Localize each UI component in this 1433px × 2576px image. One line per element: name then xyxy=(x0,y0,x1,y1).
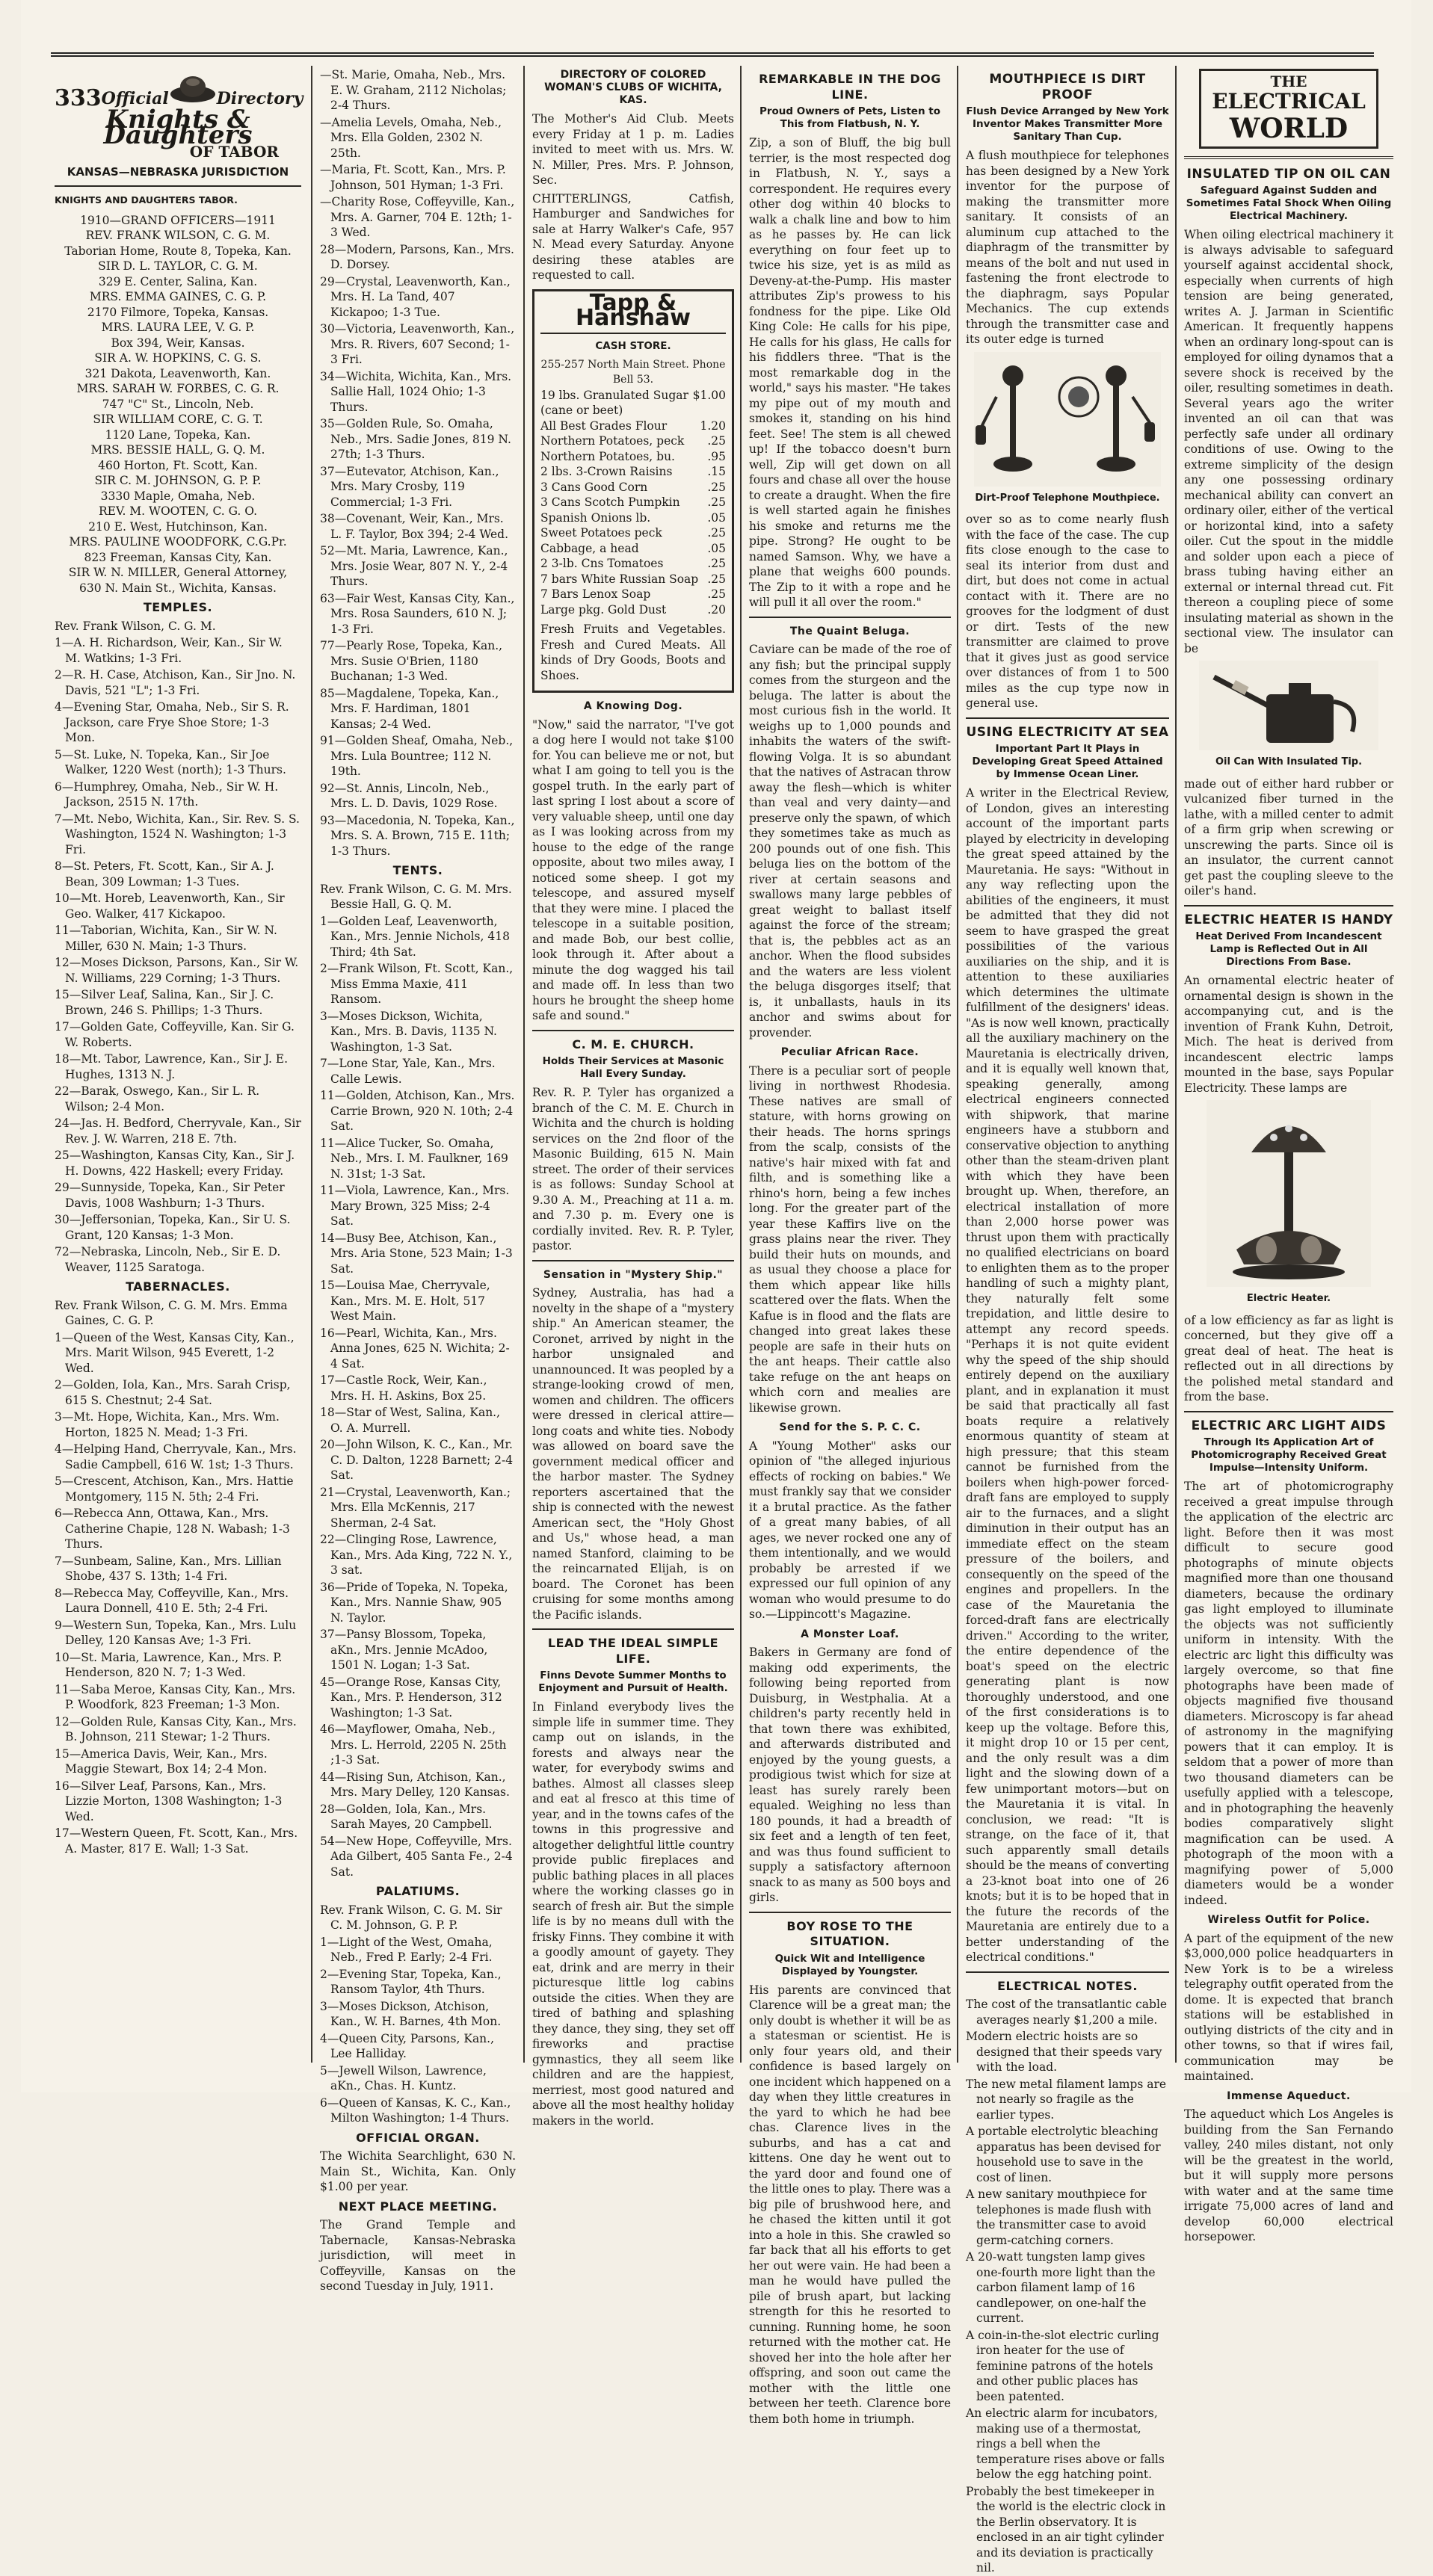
list-item: 2—R. H. Case, Atchison, Kan., Sir Jno. N. Davis, 521 "L"; 1-3 Fri. xyxy=(55,668,296,697)
list-item: 5—Crescent, Atchison, Kan., Mrs. Hattie Montgomery, 115 N. 5th; 2-4 Fri. xyxy=(55,1474,294,1504)
price-item: Spanish Onions lb. xyxy=(540,510,651,525)
top-rule xyxy=(51,52,1374,57)
list-item: An electric alarm for incubators, making use of a thermostat, rings a bell when the temperature rises above or falls below the egg hatching point. xyxy=(966,2406,1165,2481)
electric-heater-text: An ornamental electric heater of ornamental design is shown in the accompanying cut, and is the invention of Frank Kuhn, Detroit, Mich. The heat is derived from incandescent electric lamps mounted in the base, says Popular Electricity. These lamps are xyxy=(1184,974,1393,1095)
price-value: .25 xyxy=(707,495,726,509)
list-item: 1—Golden Leaf, Leavenworth, Kan., Mrs. Jennie Nichols, 418 Third; 4th Sat. xyxy=(320,914,510,959)
simple-life-text: In Finland everybody lives the simple life in summer time. They camp out on islands, in the forests and always near the water, for everybody swims and bathes. Almost all classes sleep and eat al fresco at this time of year, and in the towns cafes of the towns in this progressive and altogether delightful little country provide public fireplaces and public bathing places in all places where the working classes go in search of fresh air. But the simple life is by no means dull with the frisky Finns. They combine it with a goodly amount of gayety. They eat, drink and are merry in their picturesque little log cabins outside the cities. When they are tired of bathing and splashing they dance, they sing, they set off fireworks and practise gymnastics, they all seem like children and are the happiest, merriest, most good natured and above all the most healthy holiday makers in the world. xyxy=(532,1700,734,2128)
price-item: Northern Potatoes, peck xyxy=(540,434,685,448)
list-item: Probably the best timekeeper in the world is the electric clock in the Berlin observatory. It is enclosed in an air tight cylinder and its deviation is practically nil. xyxy=(966,2484,1166,2575)
insulated-tip-subhead: Safeguard Against Sudden and Sometimes Fatal Shock When Oiling Electrical Machinery. xyxy=(1186,185,1392,222)
boy-rose-heading: BOY ROSE TO THE SITUATION. xyxy=(786,1918,913,1948)
official-organ-heading: OFFICIAL ORGAN. xyxy=(356,2130,480,2145)
price-row xyxy=(540,525,726,541)
price-item: Sweet Potatoes peck xyxy=(540,526,662,540)
list-item: 12—Golden Rule, Kansas City, Kan., Mrs. B. Johnson, 211 Stewar; 1-2 Thurs. xyxy=(55,1714,297,1743)
oil-can-illustration xyxy=(1199,661,1378,750)
list-item: 77—Pearly Rose, Topeka, Kan., Mrs. Susie O'Brien, 1180 Buchanan; 1-3 Wed. xyxy=(320,639,503,683)
list-item: 44—Rising Sun, Atchison, Kan., Mrs. Mary Delley, 120 Kansas. xyxy=(320,1770,510,1799)
column-rule xyxy=(1175,66,1177,2063)
simple-life-subhead: Finns Devote Summer Months to Enjoyment and Pursuit of Health. xyxy=(538,1670,728,1694)
column-electrical-2 xyxy=(1184,67,1393,2243)
knowing-dog-text: "Now," said the narrator, "I've got a dog here I would not take $100 for. You can believe me or not, but what I am going to tell you is the gospel truth. In the early part of last spring I lost about a score of very valuable sheep, until one day as I was looking across from my house to the edge of the range opposite, about two miles away, I noticed some sheep. I got my telescope, and assured myself that they were mine. I placed the telescope in a suitable position, and made Bob, our best collie, look through it. After about a minute the dog wagged his tail and made off. In less than two hours he brought the sheep home safe and sound." xyxy=(532,717,734,1022)
price-item: 3 Cans Scotch Pumpkin xyxy=(540,495,680,509)
list-item: 28—Golden, Iola, Kan., Mrs. Sarah Mayes, 20 Campbell. xyxy=(320,1802,493,1831)
list-item: 8—Rebecca May, Coffeyville, Kan., Mrs. Laura Donnell, 410 E. 5th; 2-4 Fri. xyxy=(55,1586,289,1615)
list-item: SIR A. W. HOPKINS, C. G. S. xyxy=(94,351,262,365)
price-item: 3 Cans Good Corn xyxy=(540,480,648,494)
list-item: A portable electrolytic bleaching apparatus has been devised for household use to save in the cost of linen. xyxy=(966,2125,1161,2184)
tapp-hanshaw-advertisement xyxy=(532,289,734,694)
price-row xyxy=(540,556,726,572)
list-item: 35—Golden Rule, So. Omaha, Neb., Mrs. Sadie Jones, 819 N. 27th; 1-3 Thurs. xyxy=(320,417,511,461)
list-item: 210 E. West, Hutchinson, Kan. xyxy=(88,519,268,534)
list-item: 6—Rebecca Ann, Ottawa, Kan., Mrs. Catherine Chapie, 128 N. Wabash; 1-3 Thurs. xyxy=(55,1507,290,1551)
price-value: .25 xyxy=(707,572,726,586)
list-item: 1—A. H. Richardson, Weir, Kan., Sir W. M. Watkins; 1-3 Fri. xyxy=(55,636,283,665)
price-row xyxy=(540,449,726,465)
wireless-heading: Wireless Outfit for Police. xyxy=(1207,1914,1370,1926)
knowing-dog-heading: A Knowing Dog. xyxy=(583,700,683,712)
list-item: 7—Sunbeam, Saline, Kan., Mrs. Lillian Shobe, 437 S. 13th; 1-4 Fri. xyxy=(55,1554,282,1583)
divider xyxy=(1184,905,1393,906)
divider xyxy=(540,333,726,334)
list-item: 17—Castle Rock, Weir, Kan., Mrs. H. H. Askins, Box 25. xyxy=(320,1374,487,1403)
list-item: 3—Mt. Hope, Wichita, Kan., Mrs. Wm. Horton, 1825 N. Mead; 1-3 Fri. xyxy=(55,1410,280,1439)
tabernacles-continued-list xyxy=(320,67,516,859)
divider xyxy=(966,1971,1169,1973)
price-row xyxy=(540,480,726,495)
list-item: 1910—GRAND OFFICERS—1911 xyxy=(80,213,276,227)
divider xyxy=(1184,156,1393,159)
list-item: 21—Crystal, Leavenworth, Kan.; Mrs. Ella McKennis, 217 Sherman, 2-4 Sat. xyxy=(320,1485,511,1530)
price-value: 1.20 xyxy=(700,418,726,433)
list-item: —Maria, Ft. Scott, Kan., Mrs. P. Johnson, 501 Hyman; 1-3 Fri. xyxy=(320,163,506,192)
directory-title-row xyxy=(55,72,303,111)
list-item: 24—Jas. H. Bedford, Cherryvale, Kan., Sir Rev. J. W. Warren, 218 E. 7th. xyxy=(55,1116,301,1146)
list-item: The new metal filament lamps are not nearly so fragile as the earlier types. xyxy=(966,2077,1167,2122)
list-item: 5—St. Luke, N. Topeka, Kan., Sir Joe Walker, 1220 West (north); 1-3 Thurs. xyxy=(55,747,286,776)
list-item: 29—Sunnyside, Topeka, Kan., Sir Peter Davis, 1008 Washburn; 1-3 Thurs. xyxy=(55,1181,285,1210)
title-directory: Directory xyxy=(216,88,303,108)
price-value: .25 xyxy=(707,557,726,570)
tents-list xyxy=(320,882,516,1880)
list-item: SIR W. N. MILLER, General Attorney, xyxy=(68,566,288,579)
list-item: 2—Golden, Iola, Kan., Mrs. Sarah Crisp, 615 S. Chestnut; 2-4 Sat. xyxy=(55,1378,291,1407)
list-item: 18—Star of West, Salina, Kan., O. A. Murrell. xyxy=(320,1406,501,1435)
beluga-text: Caviare can be made of the roe of any fish; but the principal supply comes from the sturgeon and the beluga. The latter is about the most curious fish in the world. It weighs up to 1,000 pounds and inhabits the waters of the swift-flowing Volga. It is so abundant that the natives of Astracan throw away the flesh—which is whiter than veal and very dainty—and preserve only the spawn, of which they sometimes take as much as 200 pounds out of one fish. This beluga lies on the bottom of the river at certain seasons and swallows many large pebbles of great weight to ballast itself against the force of the stream; that is, the pebbles act as an anchor. When the flood subsides and the waters are less violent the beluga disgorges itself; that is, it unballasts, hauls in its anchor and swims about for provender. xyxy=(749,643,951,1040)
list-item: 17—Western Queen, Ft. Scott, Kan., Mrs. A. Master, 817 E. Wall; 1-3 Sat. xyxy=(55,1826,298,1856)
price-row xyxy=(540,418,726,434)
list-item: 72—Nebraska, Lincoln, Neb., Sir E. D. Weaver, 1125 Saratoga. xyxy=(55,1245,281,1274)
telephone-caption: Dirt-Proof Telephone Mouthpiece. xyxy=(975,492,1160,504)
heater-caption: Electric Heater. xyxy=(1246,1293,1331,1304)
masthead-world: WORLD xyxy=(1229,112,1349,144)
title-knights-daughters: Knights & Daughters xyxy=(103,105,253,150)
list-item: 10—St. Maria, Lawrence, Kan., Mrs. P. Henderson, 820 N. 7; 1-3 Wed. xyxy=(55,1650,283,1679)
beluga-heading: The Quaint Beluga. xyxy=(789,625,910,637)
list-item: 11—Viola, Lawrence, Kan., Mrs. Mary Brown, 325 Miss; 2-4 Sat. xyxy=(320,1184,510,1228)
spcc-heading: Send for the S. P. C. C. xyxy=(779,1421,921,1433)
aqueduct-heading: Immense Aqueduct. xyxy=(1227,2089,1351,2102)
price-row xyxy=(540,495,726,510)
list-item: The cost of the transatlantic cable averages nearly $1,200 a mile. xyxy=(966,1998,1168,2027)
divider xyxy=(749,617,951,618)
divider xyxy=(1184,1411,1393,1412)
list-item: 4—Evening Star, Omaha, Neb., Sir S. R. Jackson, care Frye Shoe Store; 1-3 Mon. xyxy=(55,700,289,744)
list-item: 3330 Maple, Omaha, Neb. xyxy=(100,489,256,503)
list-item: A new sanitary mouthpiece for telephones is made flush with the transmitter case to avoid germ-catching corners. xyxy=(966,2187,1152,2247)
list-item: 16—Pearl, Wichita, Kan., Mrs. Anna Jones, 625 N. Wichita; 2-4 Sat. xyxy=(320,1326,510,1371)
mouthpiece-subhead: Flush Device Arranged by New York Inventor Makes Transmitter More Sanitary Than Cup. xyxy=(966,105,1169,143)
list-item: 7—Mt. Nebo, Wichita, Kan., Sir. Rev. S. S. Washington, 1524 N. Washington; 1-3 Fri. xyxy=(55,812,300,856)
list-item: 52—Mt. Maria, Lawrence, Kan., Mrs. Josie Wear, 807 N. Y., 2-4 Thurs. xyxy=(320,544,508,588)
next-meeting-text: The Grand Temple and Tabernacle, Kansas-Nebraska jurisdiction, will meet in Coffeyville, Kansas on the second Tuesday in July, 1911. xyxy=(320,2218,516,2293)
list-item: 1—Queen of the West, Kansas City, Kan., Mrs. Marit Wilson, 945 Everett, 1-2 Wed. xyxy=(55,1330,295,1375)
divider xyxy=(749,1912,951,1913)
price-value: .25 xyxy=(707,526,726,540)
electricity-at-sea-text: A writer in the Electrical Review, of London, gives an interesting account of the important parts played by electricity in developing the great speed attained by the Mauretania. He says: "Without in any way reflecting upon the abilities of the engineers, it must be admitted that they did not seem to have grasped the great possibilities of the various auxiliaries on the ship, and it is attention to these auxiliaries which determines the ultimate fulfillment of the designers' ideas. "As is now well known, practically all the auxiliary machinery on the Mauretania is electrically driven, and it is equally well known that, speaking generally, among electrical engineers connected with shipwork, that marine engineers have a stubborn and conservative objection to anything other than the steam-driven plant with which they have been brought up. When, therefore, an electrical installation of more than 2,000 horse power was thrust upon them with practically no qualified electricians on board to enlighten them as to the proper handling of such a mighty plant, they naturally felt some trepidation, and little desire to attempt any record speeds. "Perhaps it is not quite evident why the speed of the ship should entirely depend on the auxiliary plant, and in explanation it must be said that practically all fast boats require a relatively enormous quantity of steam at high pressure; that this steam cannot be furnished from the boilers when high-power forced-draft fans are employed to supply air to the furnaces, and a slight diminution in their output has an immediate effect on the steam pressure of the boilers, and consequently on the speed of the engines and propellers. In the case of the Mauretania the forced-draft fans are electrically driven." According to the writer, the entire dependence of the boat's speed on the electric generating plant is now thoroughly understood, and one of the first considerations is to keep up the voltage. Before this, it might drop 10 or 15 per cent, and the only result was a dim light and the slowing down of a few unimportant motors—but on the Mauretania it is vital. In conclusion, we read: "It is strange, on the face of it, that such apparently small details should be the means of converting a 23-knot boat into one of 26 knots; but it is to be hoped that in the future the records of the Mauretania are entirely due to a better understanding of the electrical conditions." xyxy=(966,786,1169,1964)
list-item: 9—Western Sun, Topeka, Kan., Mrs. Lulu Delley, 120 Kansas Ave; 1-3 Fri. xyxy=(55,1618,297,1647)
divider xyxy=(966,717,1169,719)
telephone-illustration xyxy=(974,352,1161,487)
list-item: 6—Queen of Kansas, K. C., Kan., Milton Washington; 1-4 Thurs. xyxy=(320,2095,511,2125)
price-item: 2 lbs. 3-Crown Raisins xyxy=(540,465,673,478)
list-item: 20—John Wilson, K. C., Kan., Mr. C. D. Dalton, 1228 Barnett; 2-4 Sat. xyxy=(320,1438,514,1482)
cme-church-text: Rev. R. P. Tyler has organized a branch of the C. M. E. Church in Wichita and the church is holding services on the 2nd floor of the Masonic Building, 615 N. Main street. The order of their services is as follows: Sunday School at 9.30 A. M., Preaching at 11 a. m. and 7.30 p. m. Every one is cordially invited. Rev. R. P. Tyler, pastor. xyxy=(532,1086,734,1253)
list-item: 34—Wichita, Wichita, Kan., Mrs. Sallie Hall, 1024 Ohio; 1-3 Thurs. xyxy=(320,369,512,414)
list-item: 85—Magdalene, Topeka, Kan., Mrs. F. Hardiman, 1801 Kansas; 2-4 Wed. xyxy=(320,686,499,731)
list-item: 2—Evening Star, Topeka, Kan., Ransom Taylor, 4th Thurs. xyxy=(320,1967,502,1996)
column-clubs-and-ads xyxy=(532,67,734,2128)
list-item: 15—America Davis, Weir, Kan., Mrs. Maggie Stewart, Box 14; 2-4 Mon. xyxy=(55,1746,268,1776)
list-item: 747 "C" St., Lincoln, Neb. xyxy=(102,397,254,411)
aqueduct-text: The aqueduct which Los Angeles is building from the San Fernando valley, 240 miles distant, not only will be the greatest in the world, but it will supply more persons with water and at the same time irrigate 75,000 acres of land and develop 60,000 electrical horsepower. xyxy=(1184,2107,1393,2243)
list-item: 28—Modern, Parsons, Kan., Mrs. D. Dorsey. xyxy=(320,242,514,271)
price-row xyxy=(540,587,726,602)
cme-church-heading: C. M. E. CHURCH. xyxy=(572,1037,694,1051)
list-item: Rev. Frank Wilson, C. G. M. xyxy=(55,619,216,633)
list-item: 46—Mayflower, Omaha, Neb., Mrs. L. Herrold, 2205 N. 25th ;1-3 Sat. xyxy=(320,1723,507,1767)
electric-heater-text-cont: of a low efficiency as far as light is concerned, but they give off a great deal of heat. The heat is reflected out in all directions by the polished metal standard and from the base. xyxy=(1184,1313,1393,1403)
jurisdiction-line: KANSAS—NEBRASKA JURISDICTION xyxy=(67,164,289,179)
list-item: 7—Lone Star, Yale, Kan., Mrs. Calle Lewis. xyxy=(320,1057,496,1086)
list-item: 4—Queen City, Parsons, Kan., Lee Halliday. xyxy=(320,2031,495,2060)
list-item: Rev. Frank Wilson, C. G. M. Mrs. Emma Gaines, C. G. P. xyxy=(55,1298,288,1327)
masthead-the: THE xyxy=(1270,72,1307,90)
list-item: SIR C. M. JOHNSON, G. P. P. xyxy=(94,474,262,487)
list-item: 3—Moses Dickson, Atchison, Kan., W. H. Barnes, 4th Mon. xyxy=(320,1999,502,2028)
palatiums-list xyxy=(320,1903,516,2126)
price-item: Large pkg. Gold Dust xyxy=(540,602,667,617)
insulated-tip-text-cont: made out of either hard rubber or vulcanized fiber turned in the lathe, with a milled center to admit of a firm grip when screwing or unscrewing the parts. Since oil is an insulator, the current cannot get past the coupling sleeve to the oiler's hand. xyxy=(1184,776,1393,898)
price-item: 19 lbs. Granulated Sugar (cane or beet) xyxy=(540,388,688,417)
list-item: 11—Saba Meroe, Kansas City, Kan., Mrs. P. Woodfork, 823 Freeman; 1-3 Mon. xyxy=(55,1682,296,1711)
list-item: 14—Busy Bee, Atchison, Kan., Mrs. Aria Stone, 523 Main; 1-3 Sat. xyxy=(320,1231,513,1276)
price-item: Northern Potatoes, bu. xyxy=(540,449,675,463)
list-item: 11—Golden, Atchison, Kan., Mrs. Carrie Brown, 920 N. 10th; 2-4 Sat. xyxy=(320,1089,515,1133)
list-item: 6—Humphrey, Omaha, Neb., Sir W. H. Jackson, 2515 N. 17th. xyxy=(55,779,279,809)
column-rule xyxy=(957,66,958,2063)
list-item: 16—Silver Leaf, Parsons, Kan., Mrs. Lizzie Morton, 1308 Washington; 1-3 Wed. xyxy=(55,1779,283,1823)
list-item: A 20-watt tungsten lamp gives one-fourth more light than the carbon filament lamp of 16 candlepower, on one-half the current. xyxy=(966,2250,1156,2325)
list-item: 1—Light of the West, Omaha, Neb., Fred P. Early; 2-4 Fri. xyxy=(320,1935,493,1964)
boy-rose-subhead: Quick Wit and Intelligence Displayed by Youngster. xyxy=(774,1952,925,1977)
list-item: MRS. EMMA GAINES, C. G. P. xyxy=(89,290,267,303)
price-item: 7 Bars Lenox Soap xyxy=(540,587,651,601)
mystery-ship-text: Sydney, Australia, has had a novelty in the shape of a "mystery ship." An American steamer, the Coronet, arrived by night in the harbor unsignaled and unannounced. It was peopled by a strange-looking crowd of men, women and children. The officers were dressed in clerical attire—long coats and white ties. Nobody was allowed on board save the government medical officer and the harbor master. The Sydney reporters ascertained that the ship is connected with the newest American sect, the "Holy Ghost and Us," whose head, a man named Stanford, claiming to be the reincarnated Elijah, is on board. The Coronet has been cruising for some months among the Pacific islands. xyxy=(532,1286,734,1622)
list-item: 321 Dakota, Leavenworth, Kan. xyxy=(84,366,271,380)
list-item: MRS. PAULINE WOODFORK, C.G.Pr. xyxy=(69,535,287,549)
spcc-text: A "Young Mother" asks our opinion of "the alleged injurious effects of rocking on babies." We must frankly say that we consider it a brutal practice. As the father of a great many babies, of all ages, we never rocked one any of them intentionally, and we would probably be arrested if we expressed our full opinion of any woman who would presume to do so.—Lippincott's Magazine. xyxy=(749,1439,951,1621)
list-item: 30—Jeffersonian, Topeka, Kan., Sir U. S. Grant, 120 Kansas; 1-3 Mon. xyxy=(55,1213,291,1242)
price-item: 2 3-lb. Cns Tomatoes xyxy=(540,557,664,570)
price-value: .20 xyxy=(707,602,726,617)
list-item: 5—Jewell Wilson, Lawrence, aKn., Chas. H. Kuntz. xyxy=(320,2063,487,2092)
tents-heading: TENTS. xyxy=(392,863,443,877)
list-item: A coin-in-the-slot electric curling iron heater for the use of feminine patrons of the hotels and other public places has been patented. xyxy=(966,2328,1159,2403)
mouthpiece-text-cont: over so as to come nearly flush with the face of the case. The cup fits close enough to the case to seal its interior from dust and dirt, but does not come in actual contact with it. There are no grooves for the lodgment of dust or dirt. Tests of the new transmitter are claimed to prove that it gives just as good service over distances of from 1 to 500 miles as the cup type now in general use. xyxy=(966,513,1169,710)
grand-officers-list xyxy=(55,213,301,596)
electrical-notes-list xyxy=(966,1997,1169,2576)
list-item: —St. Marie, Omaha, Neb., Mrs. E. W. Graham, 2112 Nicholas; 2-4 Thurs. xyxy=(320,68,507,112)
arc-light-heading: ELECTRIC ARC LIGHT AIDS xyxy=(1191,1418,1387,1433)
list-item: 10—Mt. Horeb, Leavenworth, Kan., Sir Geo. Walker, 417 Kickapoo. xyxy=(55,892,285,921)
price-value: .25 xyxy=(707,587,726,601)
list-item: 11—Alice Tucker, So. Omaha, Neb., Mrs. I. M. Faulkner, 169 N. 31st; 1-3 Sat. xyxy=(320,1136,508,1181)
ad-subtitle: CASH STORE. xyxy=(595,339,671,352)
title-official: Official xyxy=(101,88,169,108)
insulated-tip-text: When oiling electrical machinery it is always advisable to safeguard yourself against accidental shock, especially when currents of high tension are being generated, writes A. J. Jarman in Scientific American. It frequently happens when an ordinary long-spout can is employed for oiling dynamos that a severe shock is received by the oiler, resulting sometimes in death. Several years ago the writer invented an oil can that was perfectly safe under all ordinary conditions of use. Owing to the extreme simplicity of the design any one possessing ordinary mechanical ability can convert an ordinary oiler, either of the vertical or horizontal kind, into a safety oiler. Cut the spout in the middle and solder upon each a piece of brass tubing having either an external or internal thread cut. Fit thereon a coupling piece of some insulating material as shown in the sectional view. The insulator can be xyxy=(1184,228,1393,655)
electricity-at-sea-subhead: Important Part It Plays in Developing Great Speed Attained by Immense Ocean Liner. xyxy=(972,743,1163,780)
dog-line-subhead: Proud Owners of Pets, Listen to This from Flatbush, N. Y. xyxy=(759,105,941,130)
price-value: $1.00 xyxy=(692,388,726,402)
ad-title: Tapp & Hanshaw xyxy=(576,289,691,331)
list-item: SIR D. L. TAYLOR, C. G. M. xyxy=(98,259,258,273)
oil-can-icon xyxy=(1199,661,1378,750)
masthead-electrical: ELECTRICAL xyxy=(1212,88,1366,114)
palatiums-heading: PALATIUMS. xyxy=(375,1884,460,1898)
list-item: Rev. Frank Wilson, C. G. M. Mrs. Bessie Hall, G. Q. M. xyxy=(320,882,512,911)
list-item: 37—Pansy Blossom, Topeka, aKn., Mrs. Jennie McAdoo, 1501 N. Logan; 1-3 Sat. xyxy=(320,1628,488,1672)
list-item: 2—Frank Wilson, Ft. Scott, Kan., Miss Emma Maxie, 411 Ransom. xyxy=(320,962,514,1006)
price-list xyxy=(540,388,726,618)
electrical-world-masthead xyxy=(1199,69,1378,149)
electric-heater-heading: ELECTRIC HEATER IS HANDY xyxy=(1184,912,1393,927)
price-value: .05 xyxy=(707,510,726,525)
dog-line-heading: REMARKABLE IN THE DOG LINE. xyxy=(759,72,941,102)
insulated-tip-heading: INSULATED TIP ON OIL CAN xyxy=(1186,166,1391,182)
wireless-text: A part of the equipment of the new $3,000,000 police headquarters in New York is to be a wireless telegraphy outfit operated from the dome. It is expected that branch stations will be established in outlying districts of the city and in other towns, so that if wires fail, communication may be maintained. xyxy=(1184,1931,1393,2083)
column-directory xyxy=(55,67,301,2085)
list-item: REV. FRANK WILSON, C. G. M. xyxy=(85,229,271,242)
price-row xyxy=(540,541,726,557)
heater-illustration xyxy=(1207,1100,1371,1287)
price-item: 7 bars White Russian Soap xyxy=(540,572,699,586)
column-directory-continued xyxy=(320,67,516,2293)
title-of-tabor: OF TABOR xyxy=(189,143,279,161)
divider xyxy=(532,1030,734,1031)
african-race-heading: Peculiar African Race. xyxy=(780,1046,919,1058)
electric-heater-subhead: Heat Derived From Incandescent Lamp is Reflected Out in All Directions From Base. xyxy=(1195,930,1382,968)
list-item: 17—Golden Gate, Coffeyville, Kan. Sir G. W. Roberts. xyxy=(55,1020,295,1049)
column-curiosities xyxy=(749,67,951,2426)
african-race-text: There is a peculiar sort of people living in northwest Rhodesia. These natives are small of stature, with horns growing on their heads. The horns springs from the scalp, consists of the native's hair mixed with fat and filth, and is something like a rhino's horn, being a few inches long. For the greater part of the year these Kaffirs live on the grass plains near the river. They build their huts on mounds, and as usual they choose a place for them which appear like hills scattered over the flats. When the Kafue is in flood and the flats are changed into great lakes these people are safe in their huts on the ant heaps. Their cattle also take refuge on the ant heaps on which corn and mealies are likewise grown. xyxy=(749,1063,951,1415)
mouthpiece-heading: MOUTHPIECE IS DIRT PROOF xyxy=(989,72,1146,102)
list-item: 15—Silver Leaf, Salina, Kan., Sir J. C. Brown, 246 S. Phillips; 1-3 Thurs. xyxy=(55,988,274,1017)
list-item: Modern electric hoists are so designed that their speeds vary with the load. xyxy=(966,2030,1162,2074)
list-item: 2170 Filmore, Topeka, Kansas. xyxy=(87,305,269,319)
price-row xyxy=(540,602,726,618)
boy-rose-text: His parents are convinced that Clarence will be a great man; the only doubt is whether it will be as a statesman or scientist. He is only four years old, and their confidence is based largely on one incident which happened on a day when they little creatures in the yard to which he had bee chas. Clarence lives in the suburbs, and has a cat and kittens. One day he went out to the yard door and found one of the little ones to play. There was a big pile of brushwood here, and he chased the kitten until it got into a hole in this. She crawled so far back that all his efforts to get her out were vain. He had been a man he would have pulled the pile of brush apart, but lacking strength for this he resorted to cunning. Running home, he soon returned with the mother cat. He shoved her into the hole after her offspring, and soon out came the mother with the little one between her teeth. Clarence bore them both home in triumph. xyxy=(749,1983,951,2426)
monster-loaf-heading: A Monster Loaf. xyxy=(801,1628,899,1640)
list-item: Taborian Home, Route 8, Topeka, Kan. xyxy=(64,244,292,258)
ad-address: 255-257 North Main Street. Phone Bell 53. xyxy=(540,358,726,386)
list-item: MRS. LAURA LEE, V. G. P. xyxy=(101,321,255,334)
list-item: 12—Moses Dickson, Parsons, Kan., Sir W. N. Williams, 229 Corning; 1-3 Thurs. xyxy=(55,956,299,985)
list-item: 460 Horton, Ft. Scott, Kan. xyxy=(98,458,258,472)
hat-emblem-icon xyxy=(169,72,217,106)
list-item: 29—Crystal, Leavenworth, Kan., Mrs. H. La Tand, 407 Kickapoo; 1-3 Tue. xyxy=(320,274,511,319)
club-text: The Mother's Aid Club. Meets every Friday at 1 p. m. Ladies invited to meet with us. Mrs. W. N. Miller, Pres. Mrs. P. Johnson, Sec. xyxy=(532,112,734,187)
price-row xyxy=(540,464,726,480)
list-item: MRS. BESSIE HALL, G. Q. M. xyxy=(90,443,265,457)
list-item: 45—Orange Rose, Kansas City, Kan., Mrs. P. Henderson, 312 Washington; 1-3 Sat. xyxy=(320,1675,502,1720)
price-value: .25 xyxy=(707,480,726,494)
arc-light-subhead: Through Its Application Art of Photomicrography Received Great Impulse—Intensity Uniform. xyxy=(1191,1436,1387,1474)
mouthpiece-text: A flush mouthpiece for telephones has been designed by a New York inventor for the purpose of making the transmitter more sanitary. It consists of an aluminum cup attached to the diaphragm of the transmitter by means of the bolt and nut used in fastening the front electrode to the diaphragm, says Popular Mechanics. The cup extends through the transmitter case and its outer edge is turned xyxy=(966,149,1169,346)
list-item: REV. M. WOOTEN, C. G. O. xyxy=(98,504,258,518)
newspaper-page xyxy=(21,0,1411,2575)
official-organ-text: The Wichita Searchlight, 630 N. Main St., Wichita, Kan. Only $1.00 per year. xyxy=(320,2149,516,2193)
tabernacles-heading: TABERNACLES. xyxy=(126,1279,230,1294)
list-item: 8—St. Peters, Ft. Scott, Kan., Sir A. J. Bean, 309 Lowman; 1-3 Tues. xyxy=(55,859,274,889)
simple-life-heading: LEAD THE IDEAL SIMPLE LIFE. xyxy=(547,1636,719,1666)
price-row xyxy=(540,572,726,587)
cme-church-subhead: Holds Their Services at Masonic Hall Every Sunday. xyxy=(542,1055,724,1080)
list-item: Rev. Frank Wilson, C. G. M. Sir C. M. Johnson, G. P. P. xyxy=(320,1903,502,1932)
list-item: 25—Washington, Kansas City, Kan., Sir J. H. Downs, 422 Haskell; every Friday. xyxy=(55,1149,295,1178)
list-item: 30—Victoria, Leavenworth, Kan., Mrs. R. Rivers, 607 Second; 1-3 Fri. xyxy=(320,322,515,366)
page-number: 333 xyxy=(55,84,102,111)
electric-heater-icon xyxy=(1207,1100,1371,1287)
list-item: 18—Mt. Tabor, Lawrence, Kan., Sir J. E. Hughes, 1313 N. J. xyxy=(55,1052,289,1081)
list-item: SIR WILLIAM CORE, C. G. T. xyxy=(93,413,263,426)
list-item: MRS. SARAH W. FORBES, C. G. R. xyxy=(76,382,280,395)
divider xyxy=(532,1260,734,1261)
price-item: All Best Grades Flour xyxy=(540,418,668,433)
list-item: 4—Helping Hand, Cherryvale, Kan., Mrs. Sadie Campbell, 616 W. 1st; 1-3 Thurs. xyxy=(55,1442,297,1471)
chitterlings-ad: CHITTERLINGS, Catfish, Hamburger and Sandwiches for sale at Harry Walker's Cafe, 957 N. Mead every Saturday. Anyone desiring these atables are requested to call. xyxy=(532,191,734,282)
list-item: 11—Taborian, Wichita, Kan., Sir W. N. Miller, 630 N. Main; 1-3 Thurs. xyxy=(55,924,277,953)
directory-clubs-heading: DIRECTORY OF COLORED WOMAN'S CLUBS OF WICHITA, KAS. xyxy=(544,69,722,106)
temples-list xyxy=(55,619,301,1276)
list-item: 823 Freeman, Kansas City, Kan. xyxy=(84,550,272,564)
kd-label: KNIGHTS AND DAUGHTERS TABOR. xyxy=(55,194,238,206)
list-item: 93—Macedonia, N. Topeka, Kan., Mrs. S. A. Brown, 715 E. 11th; 1-3 Thurs. xyxy=(320,813,515,858)
price-value: .25 xyxy=(707,434,726,448)
list-item: 3—Moses Dickson, Wichita, Kan., Mrs. B. Davis, 1135 N. Washington, 1-3 Sat. xyxy=(320,1009,497,1054)
list-item: 37—Eutevator, Atchison, Kan., Mrs. Mary Crosby, 119 Commercial; 1-3 Fri. xyxy=(320,464,499,509)
divider xyxy=(532,1628,734,1630)
temples-heading: TEMPLES. xyxy=(143,600,213,614)
list-item: —Charity Rose, Coffeyville, Kan., Mrs. A. Garner, 704 E. 12th; 1-3 Wed. xyxy=(320,195,515,239)
price-row xyxy=(540,433,726,449)
list-item: 22—Clinging Rose, Lawrence, Kan., Mrs. Ada King, 722 N. Y., 3 sat. xyxy=(320,1533,513,1577)
list-item: 630 N. Main St., Wichita, Kansas. xyxy=(79,581,277,595)
list-item: 329 E. Center, Salina, Kan. xyxy=(98,274,258,288)
monster-loaf-text: Bakers in Germany are fond of making odd experiments, the following being reported from Duisburg, in Westphalia. At a children's party recently held in that town there was exhibited, and afterwards distributed and enjoyed by the young guests, a prodigious twist which for size at least has surely rarely been equaled. Weighing no less than 180 pounds, it had a breadth of six feet and a length of ten feet, and was thus found sufficient to supply a satisfactory afternoon snack to as many as 500 boys and girls. xyxy=(749,1646,951,1904)
list-item: 63—Fair West, Kansas City, Kan., Mrs. Rosa Saunders, 610 N. J; 1-3 Fri. xyxy=(320,591,515,636)
list-item: —Amelia Levels, Omaha, Neb., Mrs. Ella Golden, 2302 N. 25th. xyxy=(320,115,502,160)
next-meeting-heading: NEXT PLACE MEETING. xyxy=(338,2199,498,2214)
electricity-at-sea-heading: USING ELECTRICITY AT SEA xyxy=(966,724,1169,740)
column-rule xyxy=(740,66,742,2063)
list-item: 36—Pride of Topeka, N. Topeka, Kan., Mrs. Nannie Shaw, 905 N. Taylor. xyxy=(320,1580,508,1625)
list-item: 38—Covenant, Weir, Kan., Mrs. L. F. Taylor, Box 394; 2-4 Wed. xyxy=(320,512,509,541)
column-rule xyxy=(311,66,312,2063)
list-item: 15—Louisa Mae, Cherryvale, Kan., Mrs. M. E. Holt, 517 West Main. xyxy=(320,1279,490,1323)
price-row xyxy=(540,510,726,526)
telephone-icon xyxy=(974,352,1161,487)
column-rule xyxy=(523,66,525,2063)
arc-light-text: The art of photomicrography received a great impulse through the application of the electric arc light. Before then it was most difficult to secure good photographs of minute objects magnified more than one thousand diameters, because the ordinary gas light employed to illuminate the objects was not sufficiently uniform in intensity. With the electric arc light this difficulty was largely overcome, so that fine photographs have been made of objects magnified five thousand diameters. Microscopy is far ahead of astronomy in the magnifying powers that it can employ. It is seldom that a power of more than two thousand diameters can be usefully applied with a telescope, and in photographing the heavenly bodies comparatively slight magnification can be used. A photograph of the moon with a magnifying power of 5,000 diameters would be a wonder indeed. xyxy=(1184,1480,1393,1907)
column-electrical-1 xyxy=(966,67,1169,2575)
divider xyxy=(55,185,301,187)
price-value: .15 xyxy=(707,465,726,478)
price-row xyxy=(540,388,726,418)
oil-can-caption: Oil Can With Insulated Tip. xyxy=(1215,756,1363,767)
price-value: .95 xyxy=(707,449,726,463)
list-item: Box 394, Weir, Kansas. xyxy=(111,336,245,350)
mystery-ship-heading: Sensation in "Mystery Ship." xyxy=(543,1268,724,1281)
electrical-notes-heading: ELECTRICAL NOTES. xyxy=(997,1978,1138,1993)
list-item: 22—Barak, Oswego, Kan., Sir L. R. Wilson; 2-4 Mon. xyxy=(55,1084,260,1114)
list-item: 91—Golden Sheaf, Omaha, Neb., Mrs. Lula Bountree; 112 N. 19th. xyxy=(320,734,514,778)
list-item: 54—New Hope, Coffeyville, Mrs. Ada Gilbert, 405 Santa Fe., 2-4 Sat. xyxy=(320,1834,513,1879)
dog-line-text: Zip, a son of Bluff, the big bull terrier, is the most respected dog in Flatbush, N. Y., says a correspondent. He requires every other dog within 40 blocks to walk a chalk line and bow to him as he passes by. He can lick everything on four feet up to twice his size, yet is as mild as Deveny-at-the-Pump. His master attributes Zip's prowess to his fondness for the pipe. Like Old King Cole: He calls for his pipe, He calls for his glass, He calls for his fiddlers three. "That is the most remarkable dog in the world," says his master. "He takes my pipe out of my mouth and smokes it, standing on his hind feet. See! The stem is all chewed up! If the tobacco doesn't burn well, Zip will get down on all fours and chase all over the house to create a draught. When the fire is well started again he finishes his smoke and returns me the pipe. Strong? He ought to be named Samson. Why, we have a plane that weighs 600 pounds. The Zip to it with a rope and he will pull it all over the room." xyxy=(749,136,951,609)
tabernacles-list xyxy=(55,1298,301,1857)
price-value: .05 xyxy=(707,541,726,555)
ad-footer: Fresh Fruits and Vegetables. Fresh and Cured Meats. All kinds of Dry Goods, Boots and Shoes. xyxy=(540,623,726,682)
list-item: 92—St. Annis, Lincoln, Neb., Mrs. L. D. Davis, 1029 Rose. xyxy=(320,781,498,810)
price-item: Cabbage, a head xyxy=(540,541,639,555)
list-item: 1120 Lane, Topeka, Kan. xyxy=(105,427,251,442)
